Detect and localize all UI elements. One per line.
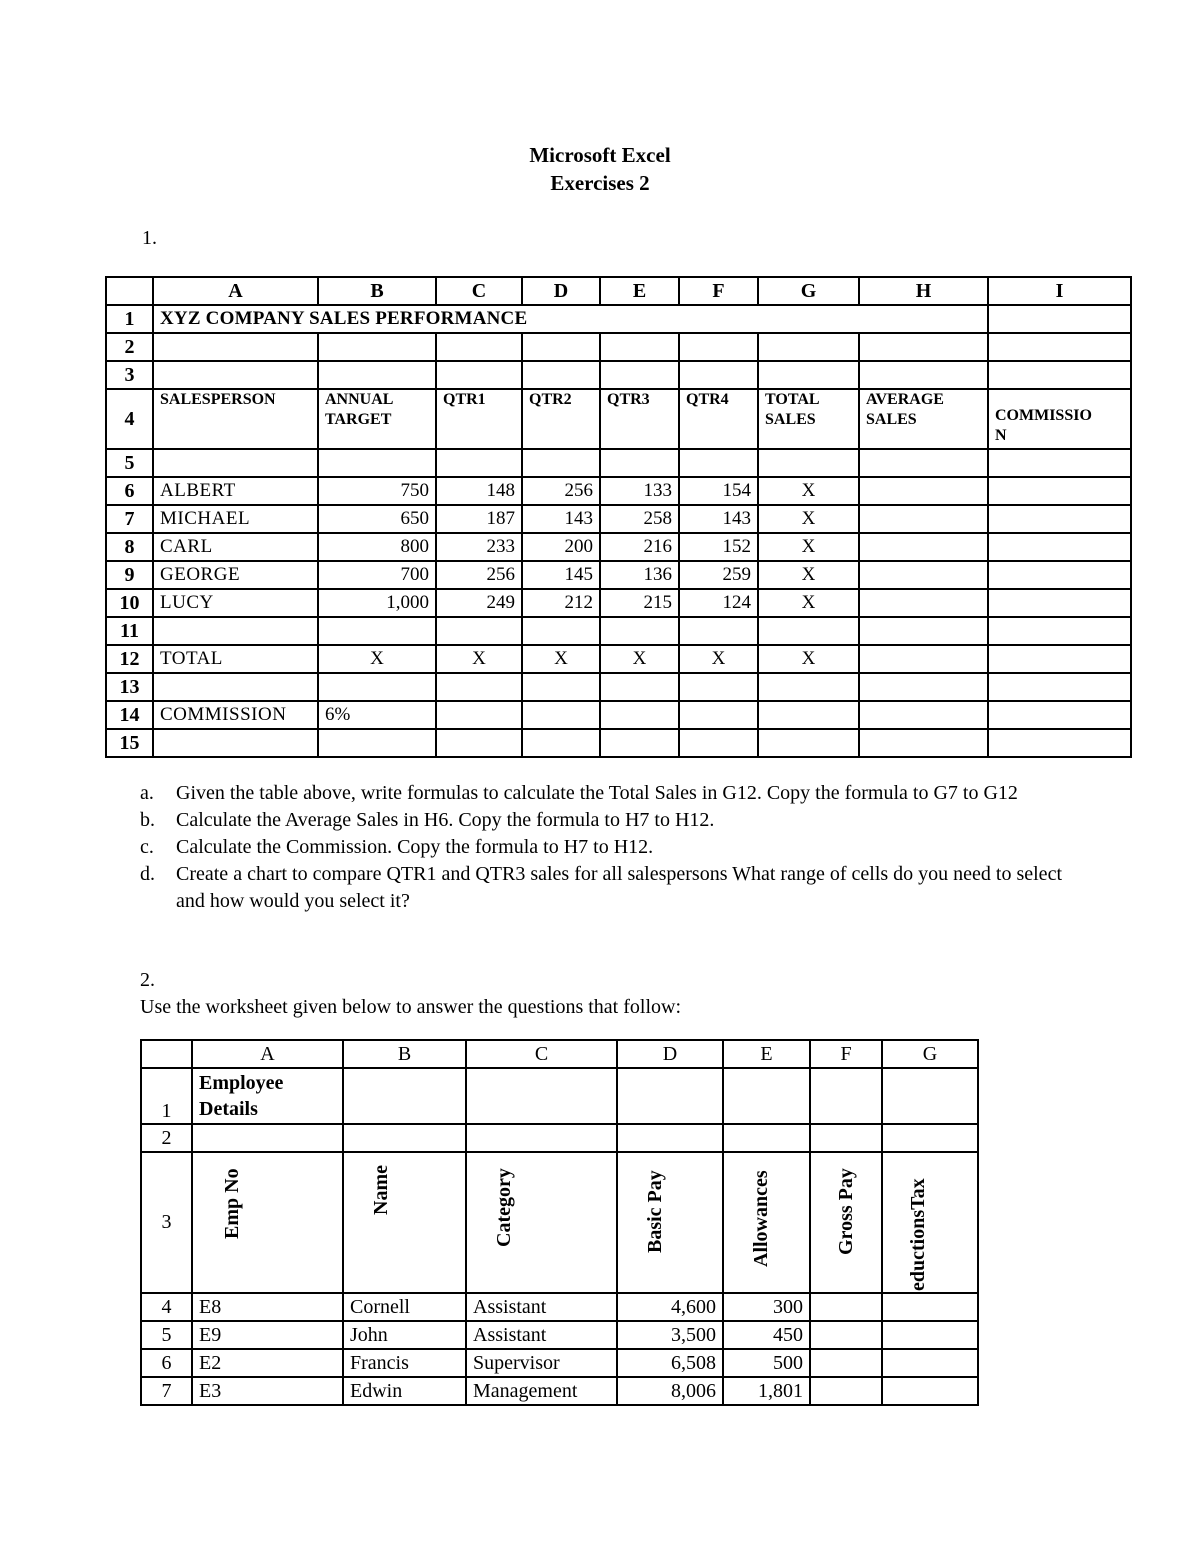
row-number: 2 [141,1124,192,1152]
qtr4-header: QTR4 [679,389,758,449]
column-header: I [988,277,1131,305]
qtr3-value: 133 [600,477,679,505]
qtr3-header: QTR3 [600,389,679,449]
row-number: 9 [106,561,153,589]
table-row [106,589,1131,617]
allowances: 300 [723,1293,810,1321]
total-sales-header: TOTAL SALES [758,389,859,449]
column-header: A [192,1040,343,1068]
gross-pay-header: Gross Pay [810,1152,882,1293]
table-row [106,505,1131,533]
name-header: Name [343,1152,466,1293]
total-cell: X [318,645,436,673]
table-row [141,1124,978,1152]
table-row [106,477,1131,505]
total-label: TOTAL [153,645,318,673]
column-header-row [106,277,1131,305]
table-row [106,617,1131,645]
row-number: 11 [106,617,153,645]
table-row [106,729,1131,757]
column-header: G [758,277,859,305]
qtr1-value: 148 [436,477,522,505]
employee-category: Assistant [466,1293,617,1321]
annual-target: 700 [318,561,436,589]
average-sales-header: AVERAGE SALES [859,389,988,449]
row-number: 14 [106,701,153,729]
qtr4-value: 152 [679,533,758,561]
column-header: G [882,1040,978,1068]
qtr2-value: 200 [522,533,600,561]
annual-target: 800 [318,533,436,561]
employee-name: Cornell [343,1293,466,1321]
commission-label: COMMISSION [153,701,318,729]
row-number: 5 [106,449,153,477]
table-row [106,449,1131,477]
row-number: 6 [141,1349,192,1377]
list-item: d. Create a chart to compare QTR1 and QTR3 sales for all salespersons What range of cells do you need to select and how would you select it? [140,863,1062,912]
column-header: E [723,1040,810,1068]
qtr1-value: 256 [436,561,522,589]
field-header-row [141,1152,978,1293]
list-item: c. Calculate the Commission. Copy the formula to H7 to H12. [140,836,654,858]
document-title: Microsoft Excel [529,143,671,167]
basic-pay: 8,006 [617,1377,723,1405]
table-row [106,673,1131,701]
employee-details-table [140,1039,979,1406]
allowances: 450 [723,1321,810,1349]
commission-header: COMMISSIO N [988,389,1131,449]
list-item: b. Calculate the Average Sales in H6. Copy the formula to H7 to H12. [140,809,715,831]
qtr4-value: 124 [679,589,758,617]
qtr4-value: 259 [679,561,758,589]
qtr2-value: 256 [522,477,600,505]
emp-no: E8 [192,1293,343,1321]
corner-cell [106,277,153,305]
commission-row [106,701,1131,729]
row-number: 4 [141,1293,192,1321]
allowances: 500 [723,1349,810,1377]
annual-target: 1,000 [318,589,436,617]
salesperson-name: GEORGE [153,561,318,589]
question-1-list [140,780,1070,915]
total-cell: X [679,645,758,673]
basic-pay: 6,508 [617,1349,723,1377]
row-number: 13 [106,673,153,701]
category-header: Category [466,1152,617,1293]
commission-rate: 6% [318,701,436,729]
qtr1-value: 187 [436,505,522,533]
row-number: 6 [106,477,153,505]
qtr1-value: 233 [436,533,522,561]
employee-name: Edwin [343,1377,466,1405]
row-number: 15 [106,729,153,757]
salesperson-header: SALESPERSON [153,389,318,449]
emp-no: E3 [192,1377,343,1405]
column-header: F [810,1040,882,1068]
qtr3-value: 215 [600,589,679,617]
table-row [141,1349,978,1377]
row-number: 1 [141,1068,192,1124]
column-header: F [679,277,758,305]
total-cell: X [522,645,600,673]
column-header: D [522,277,600,305]
total-sales-value: X [758,477,859,505]
question-2-instruction: Use the worksheet given below to answer the questions that follow: [140,996,681,1018]
employee-name: John [343,1321,466,1349]
cell [988,305,1131,333]
row-number: 2 [106,333,153,361]
total-cell: X [600,645,679,673]
row-number: 12 [106,645,153,673]
column-header: D [617,1040,723,1068]
document-subtitle: Exercises 2 [550,171,650,195]
annual-target: 750 [318,477,436,505]
emp-no: E2 [192,1349,343,1377]
row-number: 7 [141,1377,192,1405]
qtr2-value: 145 [522,561,600,589]
employee-category: Management [466,1377,617,1405]
salesperson-name: CARL [153,533,318,561]
employee-category: Supervisor [466,1349,617,1377]
qtr4-value: 143 [679,505,758,533]
column-header: A [153,277,318,305]
row-number: 10 [106,589,153,617]
qtr3-value: 216 [600,533,679,561]
row-number: 3 [106,361,153,389]
salesperson-name: ALBERT [153,477,318,505]
corner-cell [141,1040,192,1068]
column-header-row [141,1040,978,1068]
qtr2-value: 212 [522,589,600,617]
table-row [141,1068,978,1124]
column-header: C [436,277,522,305]
row-number: 8 [106,533,153,561]
row-number: 5 [141,1321,192,1349]
column-header: H [859,277,988,305]
list-item: a. Given the table above, write formulas to calculate the Total Sales in G12. Copy the formula to G7 to G12 [140,782,1018,804]
qtr1-value: 249 [436,589,522,617]
table-row [141,1321,978,1349]
table-title: Employee Details [192,1068,343,1124]
total-cell: X [758,645,859,673]
total-sales-value: X [758,561,859,589]
table-row [106,333,1131,361]
table-row [106,533,1131,561]
emp-no: E9 [192,1321,343,1349]
basic-pay: 3,500 [617,1321,723,1349]
qtr4-value: 154 [679,477,758,505]
total-cell: X [436,645,522,673]
qtr1-header: QTR1 [436,389,522,449]
column-header: E [600,277,679,305]
table-row [106,305,1131,333]
total-sales-value: X [758,589,859,617]
annual-target: 650 [318,505,436,533]
table-row [141,1377,978,1405]
allowances: 1,801 [723,1377,810,1405]
allowances-header: Allowances [723,1152,810,1293]
table-row [141,1293,978,1321]
field-header-row [106,389,1131,449]
qtr2-value: 143 [522,505,600,533]
row-number: 1 [106,305,153,333]
qtr2-header: QTR2 [522,389,600,449]
question-2-number: 2. [140,969,155,991]
salesperson-name: LUCY [153,589,318,617]
sales-performance-table [105,276,1132,758]
total-sales-value: X [758,505,859,533]
table-row [106,361,1131,389]
basic-pay: 4,600 [617,1293,723,1321]
column-header: B [318,277,436,305]
qtr3-value: 136 [600,561,679,589]
emp-no-header: Emp No [192,1152,343,1293]
table-title: XYZ COMPANY SALES PERFORMANCE [153,305,988,333]
salesperson-name: MICHAEL [153,505,318,533]
employee-name: Francis [343,1349,466,1377]
qtr3-value: 258 [600,505,679,533]
row-number: 7 [106,505,153,533]
total-sales-value: X [758,533,859,561]
annual-target-header: ANNUAL TARGET [318,389,436,449]
column-header: C [466,1040,617,1068]
question-1-number: 1. [142,227,157,249]
column-header: B [343,1040,466,1068]
row-number: 4 [106,389,153,449]
table-row [106,561,1131,589]
employee-category: Assistant [466,1321,617,1349]
basic-pay-header: Basic Pay [617,1152,723,1293]
deductions-tax-header: eductionsTax [882,1152,978,1293]
row-number: 3 [141,1152,192,1293]
total-row [106,645,1131,673]
